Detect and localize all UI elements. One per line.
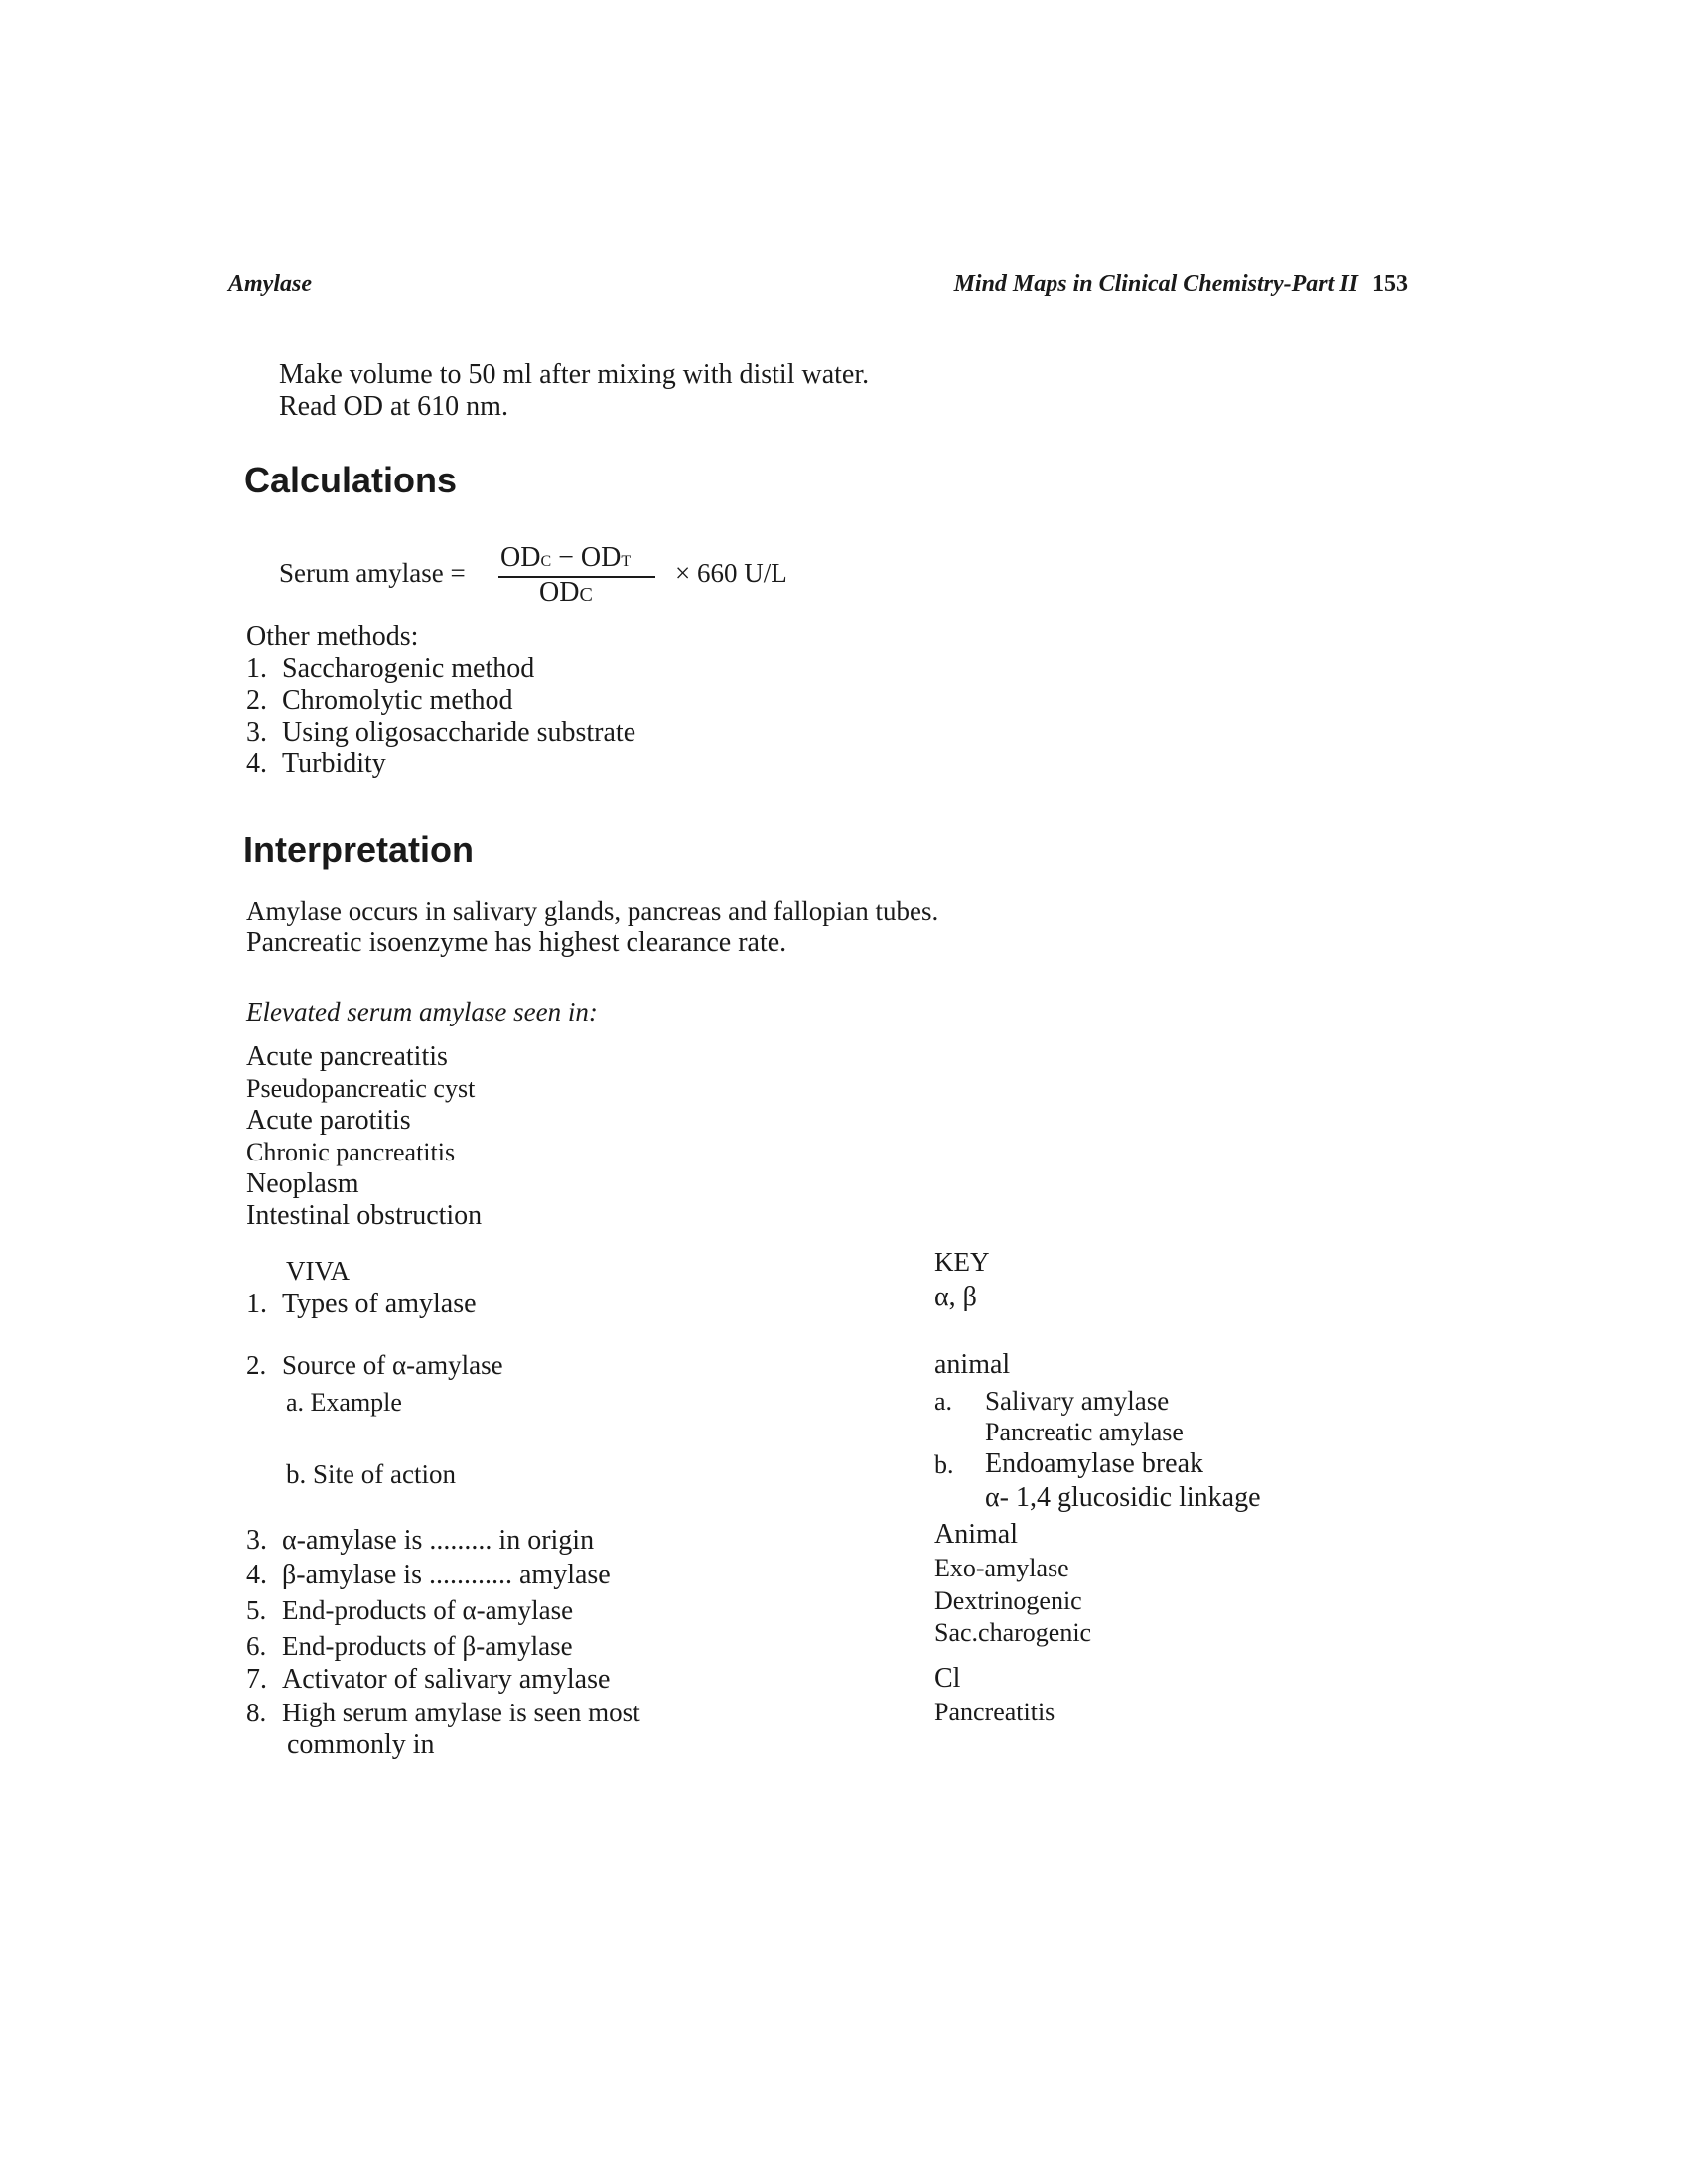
key-answer: animal	[934, 1349, 1011, 1380]
question-number: 3.	[246, 1525, 267, 1556]
list-item: Acute pancreatitis	[246, 1041, 448, 1072]
question-number: 7.	[246, 1664, 267, 1695]
viva-subquestion: a. Example	[286, 1388, 402, 1417]
method-label: Chromolytic method	[282, 685, 513, 716]
list-item: Pseudopancreatic cyst	[246, 1074, 476, 1103]
formula-denominator	[539, 577, 593, 609]
numerator-subscript-c: C	[540, 553, 552, 570]
method-label: Using oligosaccharide substrate	[282, 717, 636, 748]
question-text: Source of α-amylase	[282, 1350, 503, 1380]
question-text: Types of amylase	[282, 1289, 477, 1319]
list-item: Chronic pancreatitis	[246, 1138, 456, 1166]
key-answer: Pancreatitis	[934, 1698, 1055, 1726]
list-item	[246, 685, 513, 717]
key-sub-label: a.	[934, 1387, 953, 1416]
denominator-od: OD	[539, 577, 580, 608]
key-answer: Salivary amylase	[985, 1386, 1170, 1416]
numerator-od-c: OD	[500, 542, 541, 573]
minus-sign: −	[558, 542, 574, 573]
list-item: Neoplasm	[246, 1168, 359, 1199]
elevated-label: Elevated serum amylase seen in:	[246, 997, 598, 1026]
question-text: End-products of α-amylase	[282, 1595, 574, 1625]
formula-numerator	[500, 542, 631, 574]
viva-subquestion: b. Site of action	[286, 1459, 456, 1489]
formula-multiplier: × 660 U/L	[675, 558, 787, 588]
viva-question	[246, 1595, 573, 1626]
page-number: 153	[1372, 271, 1408, 297]
interpretation-line-1: Amylase occurs in salivary glands, pancreas and fallopian tubes.	[246, 896, 939, 926]
other-methods-label: Other methods:	[246, 621, 419, 652]
key-answer: Pancreatic amylase	[985, 1418, 1184, 1446]
key-sub-label: b.	[934, 1450, 954, 1479]
question-number: 5.	[246, 1595, 267, 1625]
viva-question	[246, 1698, 640, 1728]
method-label: Turbidity	[282, 749, 386, 779]
key-answer: α, β	[934, 1282, 977, 1312]
list-number: 2.	[246, 685, 267, 716]
key-answer: Endoamylase break	[985, 1448, 1204, 1479]
interpretation-line-2: Pancreatic isoenzyme has highest clearance rate.	[246, 927, 787, 958]
question-text: α-amylase is ......... in origin	[282, 1525, 595, 1556]
running-header-right	[954, 271, 1408, 298]
viva-question	[246, 1289, 477, 1320]
key-answer: α- 1,4 glucosidic linkage	[985, 1482, 1261, 1513]
question-text: High serum amylase is seen most	[282, 1698, 640, 1727]
list-item	[246, 717, 635, 749]
viva-question	[246, 1560, 611, 1591]
viva-question	[246, 1350, 503, 1381]
viva-question	[246, 1664, 610, 1696]
question-number: 4.	[246, 1560, 267, 1590]
numerator-od-t: OD	[580, 542, 622, 573]
viva-question	[246, 1525, 594, 1557]
list-number: 3.	[246, 717, 267, 748]
list-item: Intestinal obstruction	[246, 1200, 483, 1231]
section-heading-calculations: Calculations	[244, 460, 458, 500]
list-number: 4.	[246, 749, 267, 779]
key-answer: Exo-amylase	[934, 1554, 1069, 1582]
list-item: Acute parotitis	[246, 1105, 411, 1136]
key-answer: Sac.charogenic	[934, 1618, 1092, 1647]
viva-heading: VIVA	[286, 1256, 351, 1286]
question-text: β-amylase is ............ amylase	[282, 1560, 611, 1590]
question-text: End-products of β-amylase	[282, 1631, 573, 1661]
list-item	[246, 653, 534, 685]
key-answer: Animal	[934, 1519, 1018, 1550]
question-number: 2.	[246, 1350, 267, 1380]
question-number: 1.	[246, 1289, 267, 1319]
key-answer: Dextrinogenic	[934, 1586, 1082, 1615]
question-text: Activator of salivary amylase	[282, 1664, 611, 1695]
key-heading: KEY	[934, 1247, 990, 1277]
intro-line-1: Make volume to 50 ml after mixing with distil water.	[279, 359, 870, 390]
question-number: 8.	[246, 1698, 267, 1727]
method-label: Saccharogenic method	[282, 653, 535, 684]
list-number: 1.	[246, 653, 267, 684]
book-title: Mind Maps in Clinical Chemistry-Part II	[953, 271, 1358, 297]
running-header-left: Amylase	[228, 271, 312, 297]
formula-label: Serum amylase =	[279, 558, 466, 588]
denominator-subscript-c: C	[579, 584, 593, 606]
list-item	[246, 749, 386, 780]
section-heading-interpretation: Interpretation	[243, 829, 475, 870]
question-number: 6.	[246, 1631, 267, 1661]
viva-question-continuation: commonly in	[287, 1729, 435, 1760]
numerator-subscript-t: T	[621, 553, 632, 570]
viva-question	[246, 1631, 573, 1662]
key-answer: Cl	[934, 1663, 961, 1694]
intro-line-2: Read OD at 610 nm.	[279, 391, 508, 422]
